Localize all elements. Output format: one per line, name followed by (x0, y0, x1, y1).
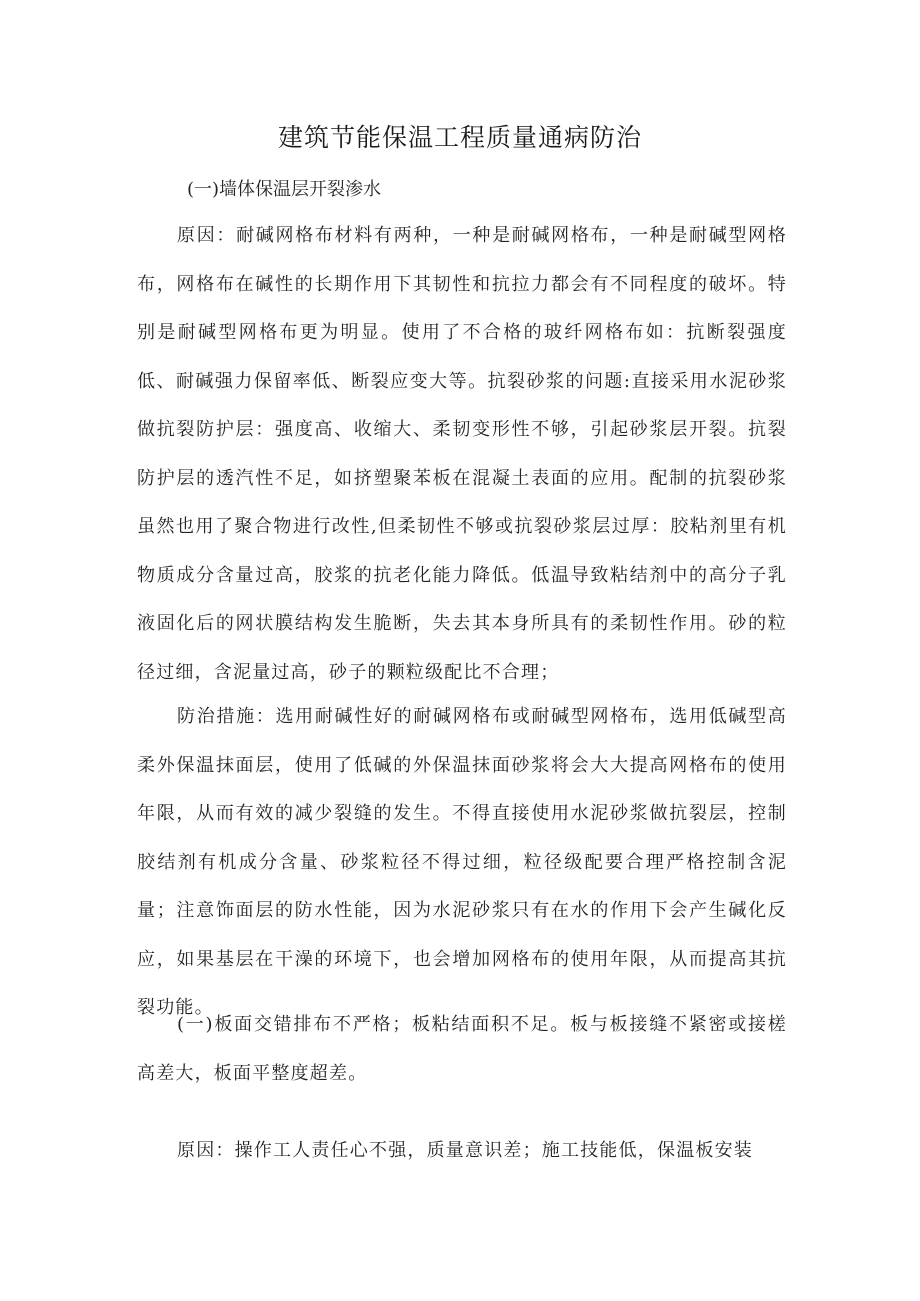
section-heading-wall-cracking: (一)墙体保温层开裂渗水 (187, 179, 382, 200)
paragraph-causes-2: 原因：操作工人责任心不强，质量意识差；施工技能低，保温板安装 (177, 1140, 753, 1161)
paragraph-causes: 原因：耐碱网格布材料有两种，一种是耐碱网格布，一种是耐碱型网格布，网格布在碱性的长期作用下其韧性和抗拉力都会有不同程度的破坏。特别是耐碱型网格布更为明显。使用了不合格的玻纤网格布如：抗断裂强度低、耐碱强力保留率低、断裂应变大等。抗裂砂浆的问题:直接采用水泥砂浆做抗裂防护层：强度高、收缩大、柔韧变形性不够，引起砂浆层开裂。抗裂防护层的透汽性不足，如挤塑聚苯板在混凝土表面的应用。配制的抗裂砂浆虽然也用了聚合物进行改性,但柔韧性不够或抗裂砂浆层过厚：胶粘剂里有机物质成分含量过高，胶浆的抗老化能力降低。低温导致粘结剂中的高分子乳液固化后的网状膜结构发生脆断，失去其本身所具有的柔韧性作用。砂的粒径过细，含泥量过高，砂子的颗粒级配比不合理； (137, 225, 787, 683)
paragraph-prevention: 防治措施：选用耐碱性好的耐碱网格布或耐碱型网格布，选用低碱型高柔外保温抹面层，使用了低碱的外保温抹面砂浆将会大大提高网格布的使用年限，从而有效的减少裂缝的发生。不得直接使用水泥砂浆做抗裂层，控制胶结剂有机成分含量、砂浆粒径不得过细，粒径级配要合理严格控制含泥量；注意饰面层的防水性能，因为水泥砂浆只有在水的作用下会产生碱化反应，如果基层在干澡的环境下，也会增加网格布的使用年限，从而提高其抗裂功能。 (137, 706, 787, 1018)
paragraph-board-layout: (一)板面交错排布不严格；板粘结面积不足。板与板接缝不紧密或接槎高差大，板面平整度超差。 (137, 1014, 787, 1084)
document-title: 建筑节能保温工程质量通病防治 (277, 123, 642, 152)
